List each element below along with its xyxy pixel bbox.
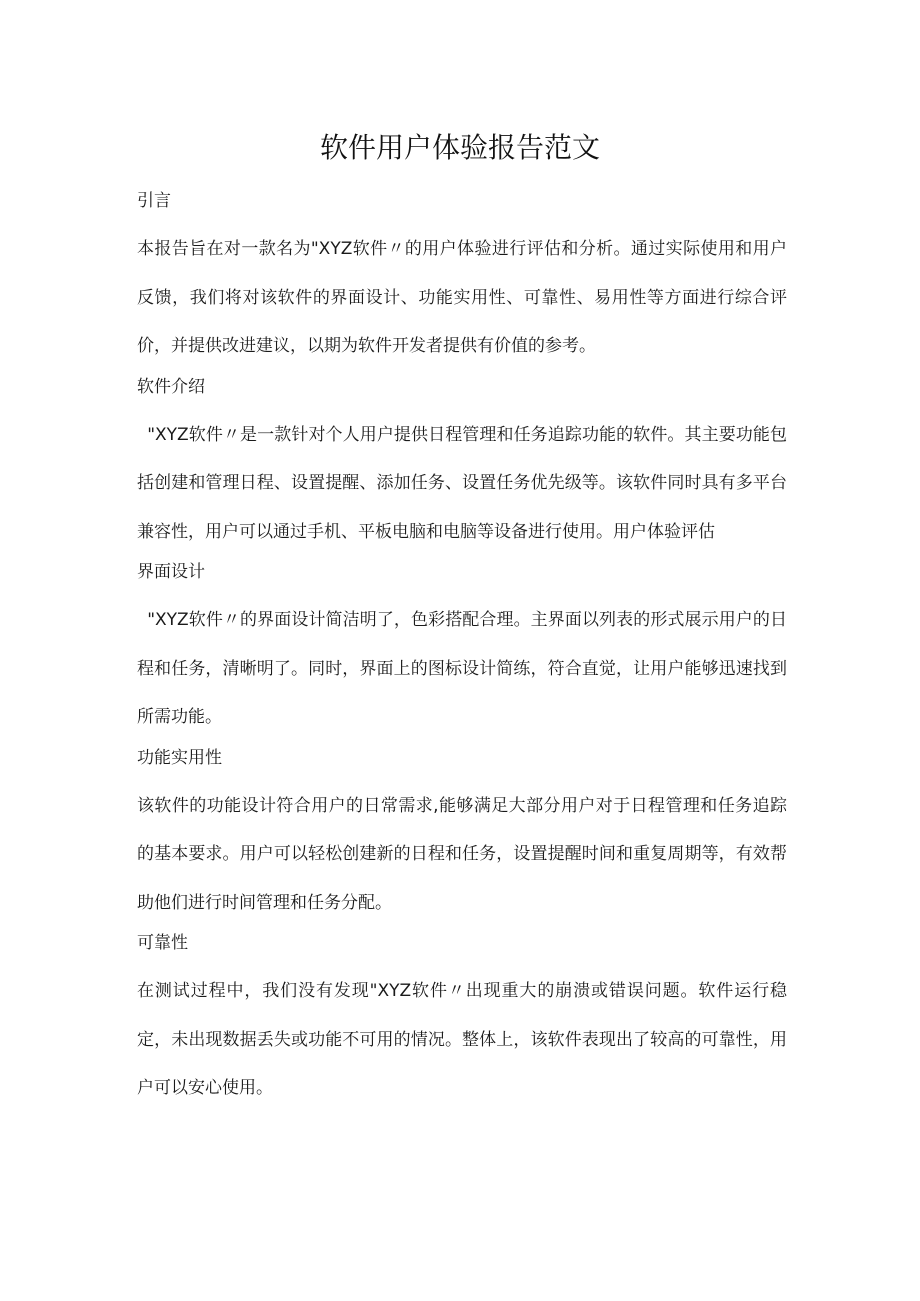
section-paragraph-functionality: 该软件的功能设计符合用户的日常需求,能够满足大部分用户对于日程管理和任务追踪的基本要求。用户可以轻松创建新的日程和任务，设置提醒时间和重复周期等，有效帮助他们进行时间管理和任务分配。: [137, 795, 787, 913]
section-heading-interface-design: 界面设计: [137, 562, 205, 582]
section-paragraph-reliability: 在测试过程中，我们没有发现"XYZ软件〃出现重大的崩溃或错误问题。软件运行稳定，未出现数据丢失或功能不可用的情况。整体上，该软件表现出了较高的可靠性，用户可以安心使用。: [137, 981, 787, 1098]
section-heading-software-intro: 软件介绍: [137, 376, 205, 397]
section-paragraph-software-intro: "XYZ软件〃是一款针对个人用户提供日程管理和任务追踪功能的软件。其主要功能包括创建和管理日程、设置提醒、添加任务、设置任务优先级等。该软件同时具有多平台兼容性，用户可以通过手机、平板电脑和电脑等设备进行使用。用户体验评估: [137, 424, 787, 542]
document-body: [137, 185, 787, 1113]
section-heading-reliability: 可靠性: [137, 933, 188, 953]
section-heading-functionality: 功能实用性: [137, 747, 222, 768]
section-paragraph-intro: 本报告旨在对一款名为"XYZ软件〃的用户体验进行评估和分析。通过实际使用和用户反馈，我们将对该软件的界面设计、功能实用性、可靠性、易用性等方面进行综合评价，并提供改进建议，以期为软件开发者提供有价值的参考。: [137, 239, 787, 356]
document-title: 软件用户体验报告范文: [319, 131, 600, 164]
section-paragraph-interface-design: "XYZ软件〃的界面设计简洁明了，色彩搭配合理。主界面以列表的形式展示用户的日程和任务，清晰明了。同时，界面上的图标设计简练，符合直觉，让用户能够迅速找到所需功能。: [137, 610, 787, 727]
section-heading-intro: 引言: [137, 191, 171, 211]
